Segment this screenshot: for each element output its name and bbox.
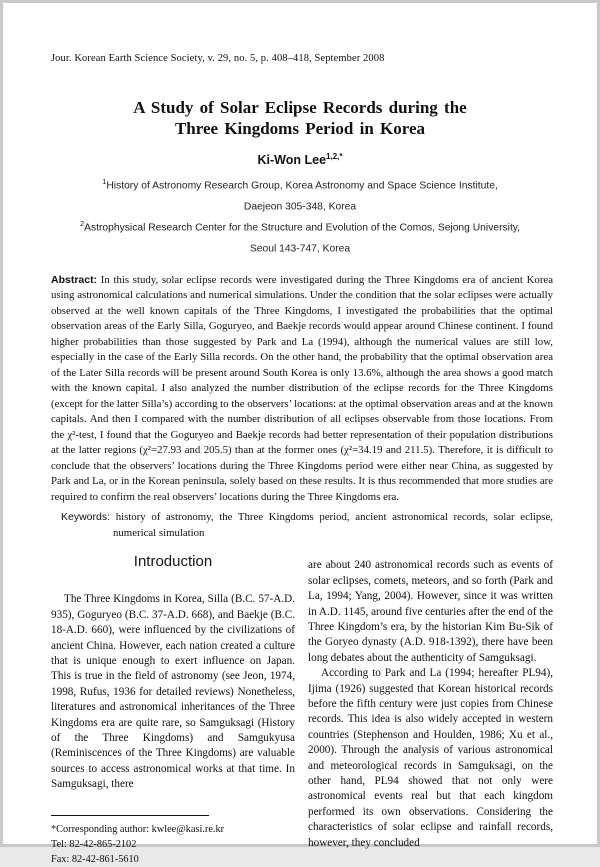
paper-title-line-2: Three Kingdoms Period in Korea — [174, 119, 426, 138]
affiliation-line — [3, 216, 597, 237]
footnote-rule — [51, 815, 209, 816]
affiliation-line — [3, 174, 597, 195]
introduction-left-paragraph: The Three Kingdoms in Korea, Silla (B.C. 57-A.D. 935), Goguryeo (B.C. 37-A.D. 668), and Baekje (B.C. 18-A.D. 660), were influenced by the civilizations of ancient China. However, each nation created a culture that is unique enough to exert influence on Japan. This is true in the field of astronomy (see Jeon, 1974, 1998, Rufus, 1936 for detailed reviews) Nonetheless, literatures and astronomical inheritances of the Three Kingdoms era are quite rare, so Samguksagi (History of the Three Kingdoms) and Samgukyusa (Reminiscences of the Three Kingdoms) are valuable sources to access astronomical works at that time. In Samguksagi, there — [51, 593, 295, 791]
two-column-body — [51, 553, 553, 866]
affiliation-text: Daejeon 305-348, Korea — [243, 201, 357, 213]
author-line — [3, 152, 597, 167]
author-name: Ki-Won Lee — [257, 153, 327, 168]
introduction-right-paragraph-2: According to Park and La (1994; hereafter PL94), Ijima (1926) suggested that Korean historical records before the fifth century were just copies from Chinese records. This idea is also widely accepted in western countries (Stephenson and Houlden, 1986; Xu et al., 2000). Through the analysis of various astronomical and meteorological records in Samguksagi, on the other hand, PL94 showed that not only were astronomical events real but that each kingdom performed its own observations. Considering the characteristics of solar eclipse and rainfall records, however, they concluded — [308, 667, 553, 849]
corresponding-author-line: *Corresponding author: kwlee@kasi.re.kr — [51, 823, 225, 835]
affiliation-text: History of Astronomy Research Group, Korea Astronomy and Space Science Institute, — [106, 180, 498, 192]
abstract — [51, 273, 553, 506]
keywords-text: history of astronomy, the Three Kingdoms period, ancient astronomical records, solar eclipse, numerical simulation — [113, 511, 553, 539]
introduction-heading: Introduction — [133, 553, 213, 571]
abstract-label: Abstract: — [51, 273, 98, 286]
affiliation-text: Seoul 143-747, Korea — [249, 243, 351, 255]
affiliation-superscript: 1 — [102, 177, 107, 187]
affiliation-line — [3, 237, 597, 258]
introduction-right-paragraph-1: are about 240 astronomical records such as events of solar eclipses, comets, meteors, and so forth (Park and La, 1994; Yang, 2004). However, since it was written in A.D. 1145, around five centuries after the end of the Three Kingdom’s era, by the historian Kim Bu-Sik of the Goryeo dynasty (A.D. 918-1392), there have been long debates about the authenticity of Samguksagi. — [308, 559, 553, 664]
right-column — [308, 553, 553, 866]
affiliations — [3, 174, 597, 258]
fax-line: Fax: 82-42-861-5610 — [51, 853, 139, 865]
affiliation-text: Astrophysical Research Center for the Structure and Evolution of the Comos, Sejong University, — [84, 222, 521, 234]
affiliation-superscript: 2 — [79, 219, 85, 228]
author-superscript: 1,2,* — [326, 152, 343, 161]
journal-header: Jour. Korean Earth Science Society, v. 29, no. 5, p. 408–418, September 2008 — [51, 53, 385, 64]
paper-title-line-1: A Study of Solar Eclipse Records during the — [133, 98, 467, 117]
keywords — [61, 510, 553, 541]
keywords-label: Keywords: — [61, 511, 111, 524]
affiliation-line — [3, 195, 597, 216]
paper-title — [3, 97, 597, 139]
footnote — [51, 815, 295, 867]
tel-line: Tel: 82-42-865-2102 — [51, 838, 137, 850]
abstract-text: In this study, solar eclipse records were investigated during the Three Kingdoms era of ancient Korea using astronomical calculations and numerical simulations. Under the condition that the solar eclipses were actually observed at the well known capitals of the Three Kingdoms, I investigated the probabilities that the optimal observation areas of the Early Silla, Goguryeo, and Baekje records would appear around Chinese continent. I found higher probabilities than those suggested by Park and La (1994), although the numerical values are still low, especially in the case of the Early Silla records. On the other hand, the probability that the optimal observation area of the Later Silla records will be present around South Korea is only 13.6%, although the area shows a good match with the known capital. I also analyzed the number distribution of the eclipse records for the Three Kingdoms (except for the latter Silla’s) according to the observers’ locations: at the optimal observation areas and at the known capitals. And then I compared with the number distribution of all eclipses observable from those locations. From the χ²-test, I found that the Goguryeo and Baekje records had better representation of their population distributions at the latter regions (χ²=27.93 and 205.5) than at the former ones (χ²=34.19 and 211.5). Therefore, it is difficult to conclude that the observers’ locations during the Three Kingdoms period were either near China, as suggested by Park and La, or in the Korean peninsula, solely based on these results. It is thus recommended that more studies are required to confirm the real observers’ locations during the Three Kingdoms era. — [51, 273, 553, 503]
left-column — [51, 553, 295, 866]
